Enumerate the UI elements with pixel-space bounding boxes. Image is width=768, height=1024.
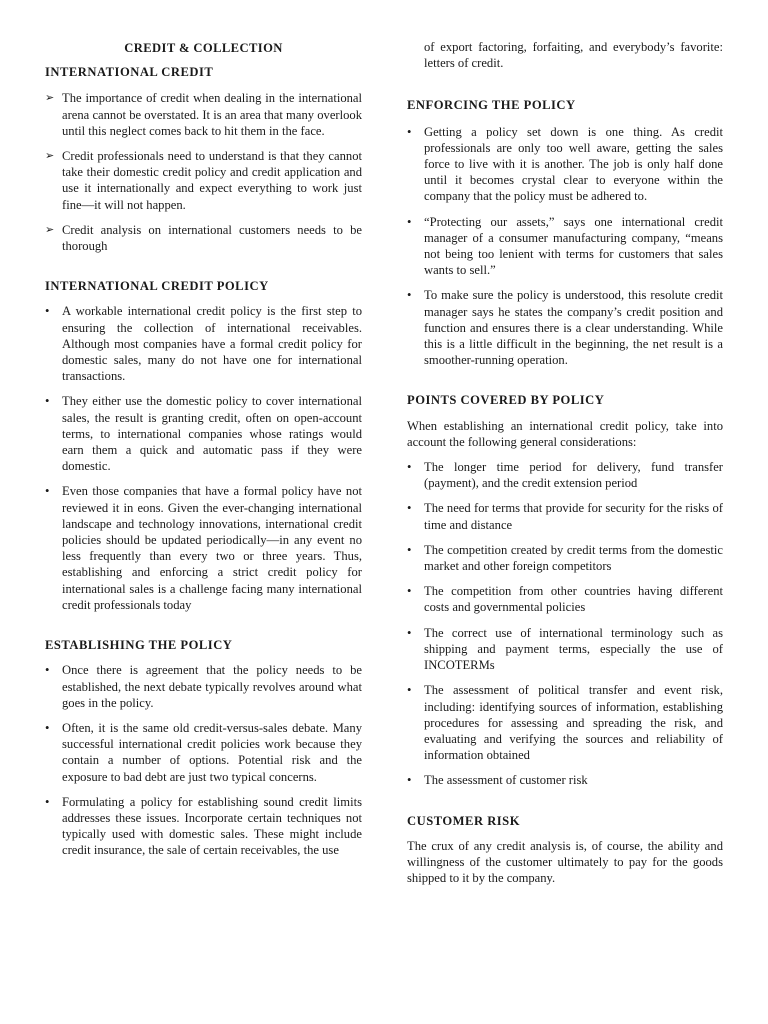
bullet-icon: • (407, 124, 412, 139)
bullet-list (45, 303, 362, 613)
bullet-icon: • (407, 460, 412, 475)
arrow-bullet-icon: ➢ (45, 222, 55, 236)
bullet-icon: • (407, 288, 412, 303)
section-international-credit-policy (45, 278, 362, 613)
list-item: • A workable international credit policy is the first step to ensuring the collection of international receivables. Although most companies have a formal credit policy for domestic sales, many do not have one for international transactions. (45, 304, 362, 384)
section-text: The crux of any credit analysis is, of course, the ability and willingness of the customer ultimately to pay for the goods shipped to it by the company. (407, 838, 723, 886)
section-enforcing-the-policy (407, 97, 723, 368)
section-heading: POINTS COVERED BY POLICY (407, 393, 605, 408)
section-heading: INTERNATIONAL CREDIT POLICY (45, 279, 269, 294)
list-item: • They either use the domestic policy to cover international sales, the result is granting credit, often on open-account terms, to international companies whose ratings would earn them a quick and automatic pass if they were domestic. (45, 394, 362, 474)
list-item-continuation: of export factoring, forfaiting, and everybody’s favorite: letters of credit. (424, 40, 723, 71)
bullet-icon: • (45, 794, 50, 809)
right-column (407, 0, 723, 886)
bullet-list (45, 662, 362, 858)
section-heading: INTERNATIONAL CREDIT (45, 65, 214, 80)
list-item: • The assessment of customer risk (407, 773, 588, 788)
section-establishing-the-policy (45, 637, 362, 858)
document-title: CREDIT & COLLECTION (124, 41, 283, 55)
list-item: • The correct use of international terminology such as shipping and payment terms, especially the use of INCOTERMs (407, 625, 723, 673)
list-item: • The competition from other countries having different costs and governmental policies (407, 584, 723, 615)
arrow-bullet-icon: ➢ (45, 149, 55, 163)
bullet-icon: • (45, 720, 50, 735)
list-item: • “Protecting our assets,” says one international credit manager of a consumer manufacturing company, “means not being too lenient with terms for customers that sales wants to sell.” (407, 214, 723, 278)
list-item: • The competition created by credit terms from the domestic market and other foreign competitors (407, 542, 723, 574)
bullet-icon: • (407, 683, 412, 698)
section-points-covered-by-policy (407, 392, 723, 788)
bullet-icon: • (407, 542, 412, 557)
section-customer-risk (407, 813, 723, 887)
list-item: • Getting a policy set down is one thing. As credit professionals are only too well aware, getting the sales force to live with it is another. The job is only half done until it becomes crystal clear to everyone within the company that the policy must be adhered to. (407, 124, 723, 204)
arrow-list (45, 90, 362, 254)
bullet-icon: • (45, 394, 50, 409)
bullet-icon: • (45, 304, 50, 319)
list-item: • The need for terms that provide for security for the risks of time and distance (407, 501, 723, 532)
list-item: • To make sure the policy is understood, this resolute credit manager says he states the company’s credit position and function and ensures there is a clear understanding. While this is a little difficult in the beginning, the net result is a smoother-running operation. (407, 288, 723, 368)
continuation-list (407, 39, 723, 71)
bullet-icon: • (407, 214, 412, 229)
bullet-list (407, 124, 723, 369)
bullet-icon: • (407, 773, 412, 788)
section-heading: CUSTOMER RISK (407, 813, 520, 828)
list-item: • Often, it is the same old credit-versus-sales debate. Many successful international credit policies work because they contain a number of options. Potential risk and the exposure to bad debt are just two typical concerns. (45, 720, 362, 784)
list-item: • Formulating a policy for establishing sound credit limits addresses these issues. Incorporate certain techniques not typically used with domestic sales. These might include credit insurance, the sale of certain receivables, the use (45, 794, 362, 858)
list-item: • The assessment of political transfer and event risk, including: identifying sources of information, establishing procedures for assessing and spreading the risk, and evaluating and verifying the sources and reliability of information obtained (407, 683, 723, 763)
arrow-bullet-icon: ➢ (45, 91, 55, 105)
section-heading: ESTABLISHING THE POLICY (45, 638, 233, 653)
section-international-credit (45, 64, 362, 254)
bullet-icon: • (407, 625, 412, 640)
list-item: • The longer time period for delivery, fund transfer (payment), and the credit extension period (407, 460, 723, 491)
section-heading: ENFORCING THE POLICY (407, 98, 576, 113)
list-item: ➢ Credit professionals need to understand is that they cannot take their domestic credit policy and credit application and use it internationally and expect everything to work just fine—it will not happen. (45, 149, 362, 212)
list-item: ➢ The importance of credit when dealing in the international arena cannot be overstated. It is an area that many overlook until this neglect comes back to hit them in the face. (45, 91, 362, 138)
bullet-icon: • (45, 663, 50, 678)
bullet-icon: • (45, 484, 50, 499)
left-column (45, 0, 362, 868)
bullet-icon: • (407, 584, 412, 599)
list-item: • Once there is agreement that the policy needs to be established, the next debate typically revolves around what goes in the policy. (45, 663, 362, 710)
section-intro: When establishing an international credit policy, take into account the following general considerations: (407, 418, 723, 449)
bullet-list (407, 459, 723, 788)
list-item: ➢ Credit analysis on international customers needs to be thorough (45, 222, 362, 254)
bullet-icon: • (407, 501, 412, 516)
list-item: • Even those companies that have a formal policy have not reviewed it in eons. Given the ever-changing international landscape and technology innovations, international credit policies should be updated periodically—in any event no less frequently than every two or three years. Thus, establishing and enforcing a strict credit policy for international sales is a challenge facing many international credit professionals today (45, 484, 362, 612)
